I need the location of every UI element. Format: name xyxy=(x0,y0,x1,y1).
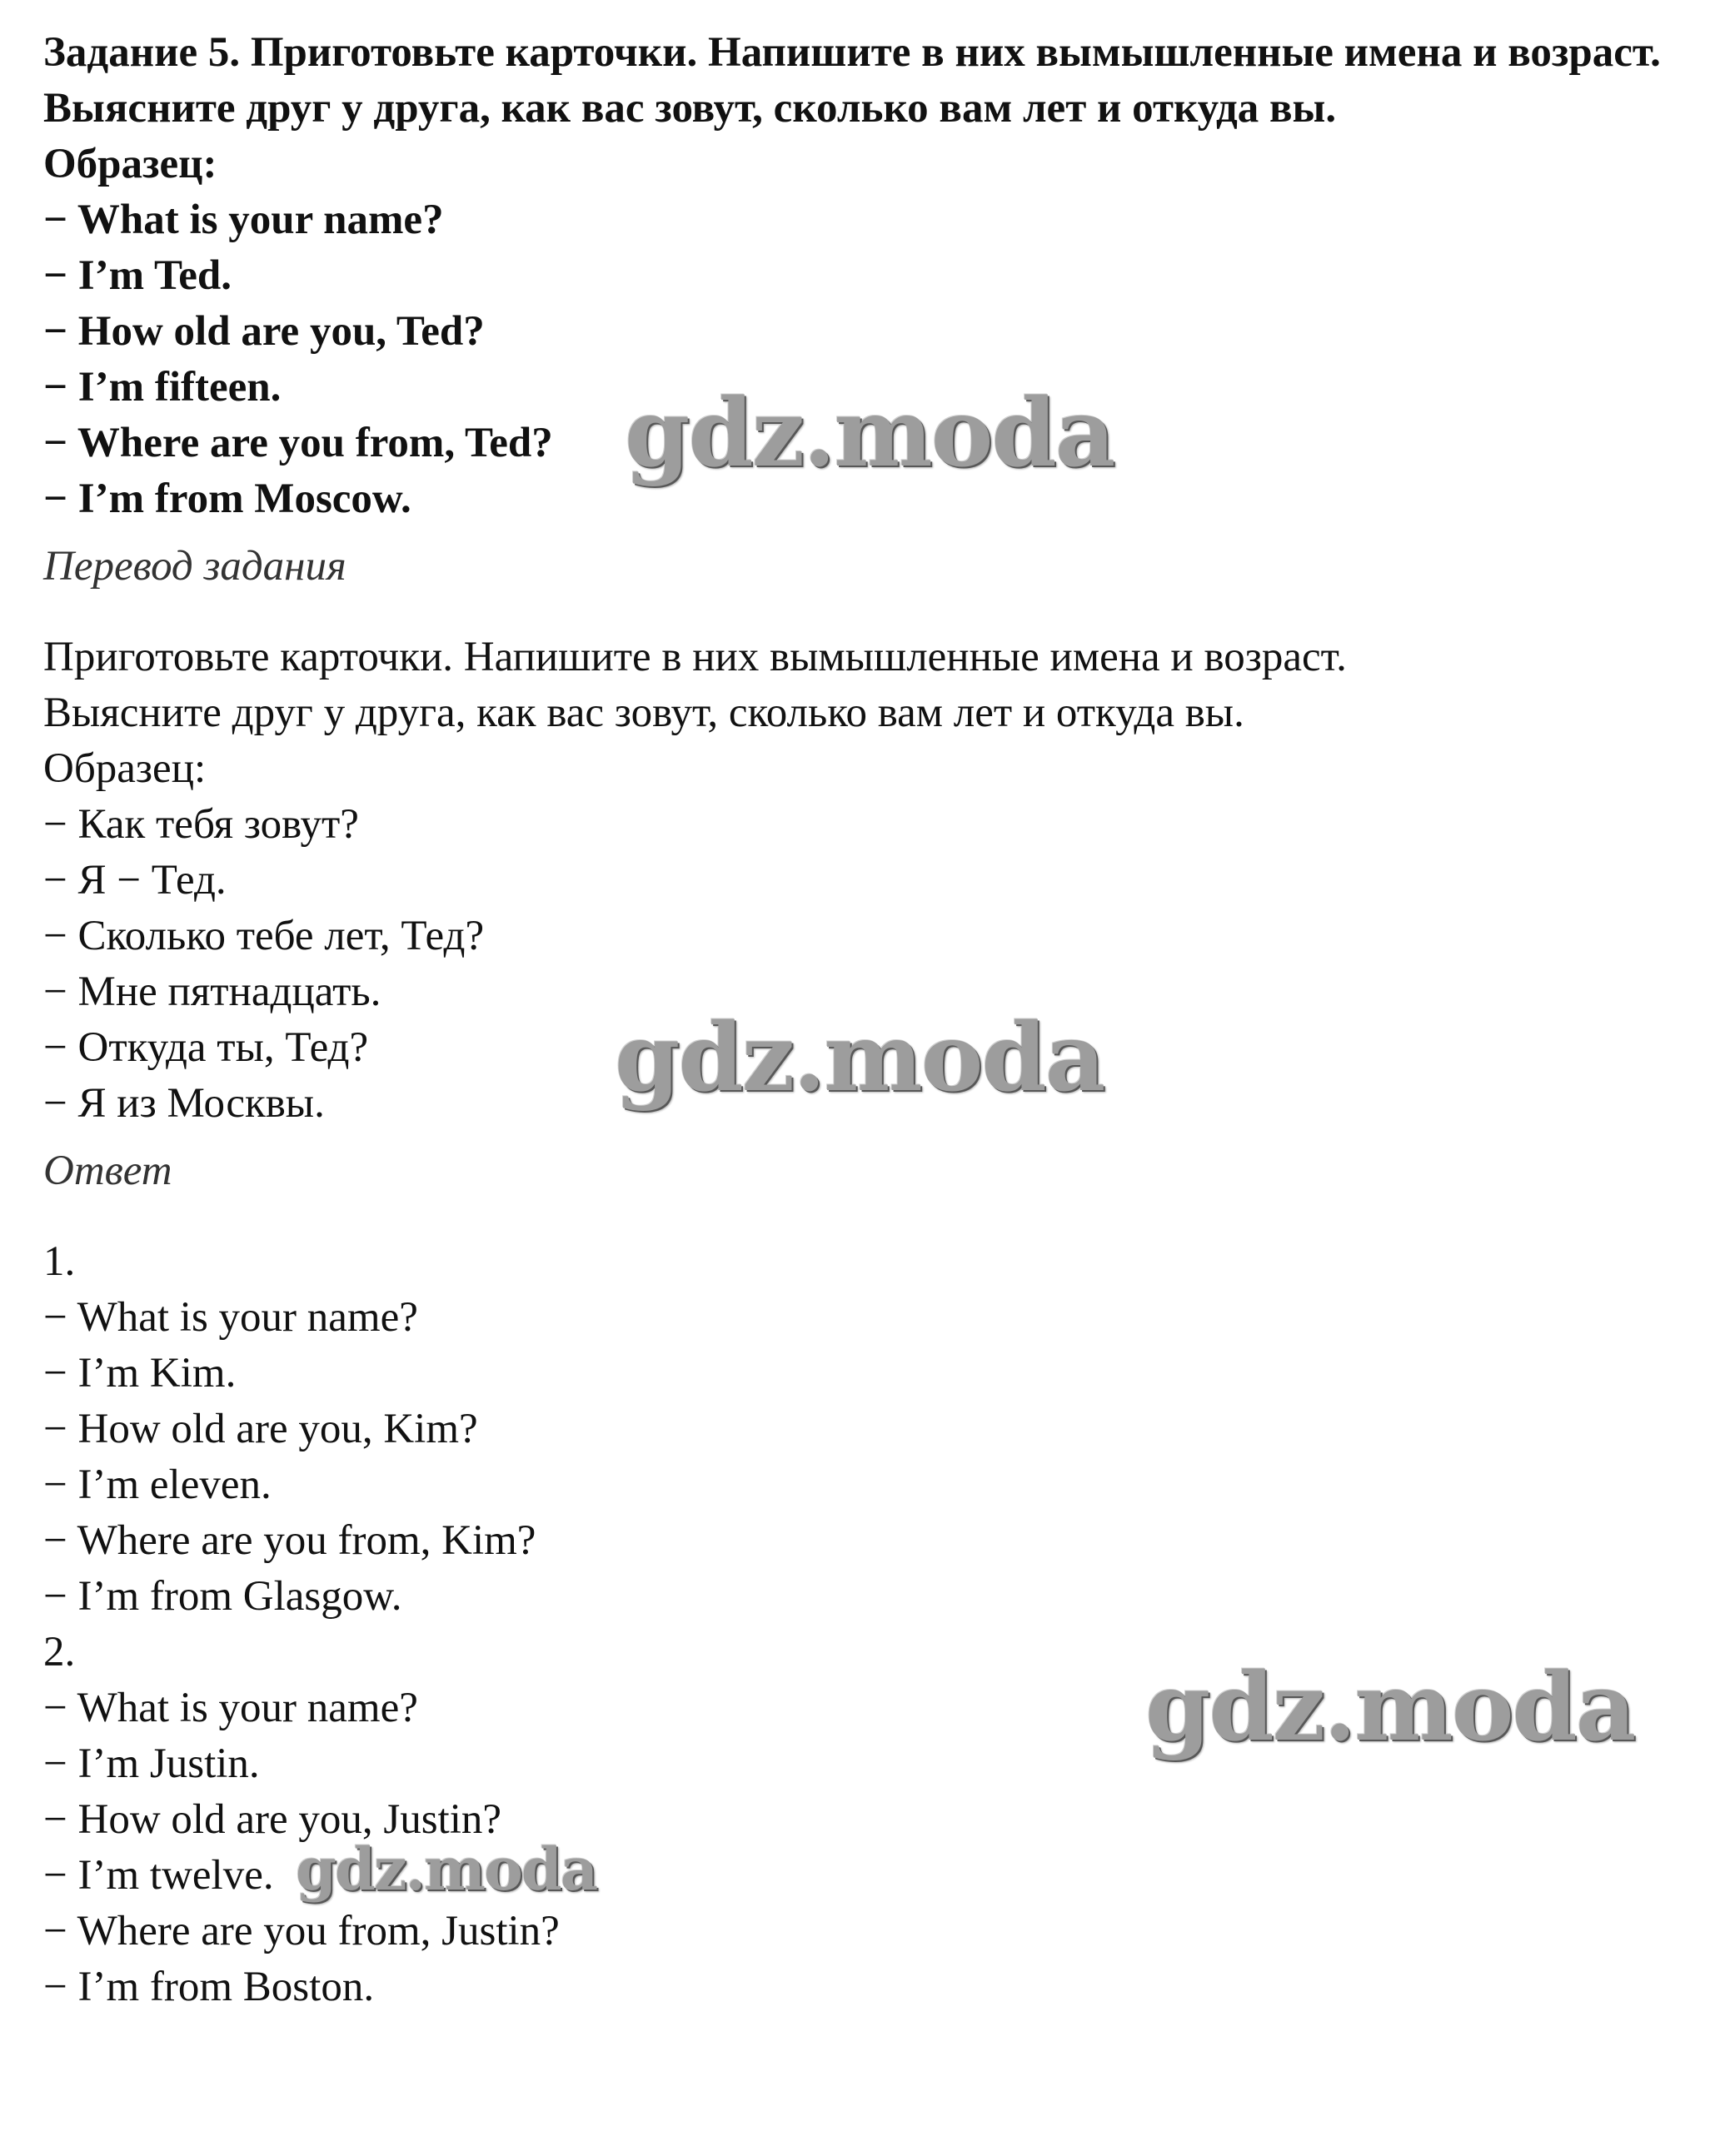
translation-dialogue-line: − Откуда ты, Тед? xyxy=(43,1024,369,1071)
translation-dialogue-line: − Мне пятнадцать. xyxy=(43,968,381,1015)
task-title: Задание 5. Приготовьте карточки. Напишите в них вымышленные имена и возраст. Выясните друг у друга, как вас зовут, сколько вам лет и откуда вы. xyxy=(43,29,1661,132)
task-dialogue-line: − What is your name? xyxy=(43,197,444,243)
translation-text-line: Выясните друг у друга, как вас зовут, сколько вам лет и откуда вы. xyxy=(43,690,1244,736)
translation-sample-label: Образец: xyxy=(43,745,207,792)
translation-heading: Перевод задания xyxy=(43,543,346,590)
answer-dialogue-line: − I’m eleven. xyxy=(43,1461,272,1508)
answer-dialogue-1 xyxy=(43,1234,1676,1625)
answer-dialogue-line: − What is your name? xyxy=(43,1294,418,1341)
answer-number: 1. xyxy=(43,1238,76,1285)
task-dialogue-line: − Where are you from, Ted? xyxy=(43,420,553,466)
task-dialogue-line: − How old are you, Ted? xyxy=(43,308,485,355)
translation-dialogue-line: − Я − Тед. xyxy=(43,857,227,904)
answer-section xyxy=(43,1143,1676,2015)
watermark-logo: gdz.moda xyxy=(625,379,1114,488)
answer-dialogue-line: − What is your name? xyxy=(43,1685,418,1731)
answer-dialogue-line: − How old are you, Kim? xyxy=(43,1406,478,1452)
answer-dialogue-line: − Where are you from, Kim? xyxy=(43,1517,536,1564)
task-dialogue-line: − I’m from Moscow. xyxy=(43,476,411,522)
answer-dialogue-line: − I’m twelve. xyxy=(43,1852,274,1899)
answer-dialogue-line: − I’m from Glasgow. xyxy=(43,1573,402,1620)
watermark-logo: gdz.moda xyxy=(615,1003,1104,1113)
watermark-logo: gdz.moda xyxy=(1145,1653,1635,1762)
task-dialogue-line: − I’m fifteen. xyxy=(43,364,282,411)
translation-dialogue-line: − Как тебя зовут? xyxy=(43,801,359,848)
task-dialogue-line: − I’m Ted. xyxy=(43,252,232,299)
answer-dialogue-line: − I’m from Boston. xyxy=(43,1964,375,2010)
answer-dialogue-line: − How old are you, Justin? xyxy=(43,1796,502,1843)
answer-dialogue-line: − Where are you from, Justin? xyxy=(43,1908,560,1954)
task-sample-label: Образец: xyxy=(43,141,217,187)
answer-number: 2. xyxy=(43,1629,76,1676)
answer-dialogue-line: − I’m Kim. xyxy=(43,1350,237,1397)
answer-dialogue-line: − I’m Justin. xyxy=(43,1740,260,1787)
translation-dialogue-line: − Сколько тебе лет, Тед? xyxy=(43,913,485,959)
translation-dialogue-line: − Я из Москвы. xyxy=(43,1080,325,1127)
watermark-logo: gdz.moda xyxy=(296,1835,597,1904)
translation-text-line: Приготовьте карточки. Напишите в них вымышленные имена и возраст. xyxy=(43,634,1347,680)
answer-heading: Ответ xyxy=(43,1148,172,1194)
